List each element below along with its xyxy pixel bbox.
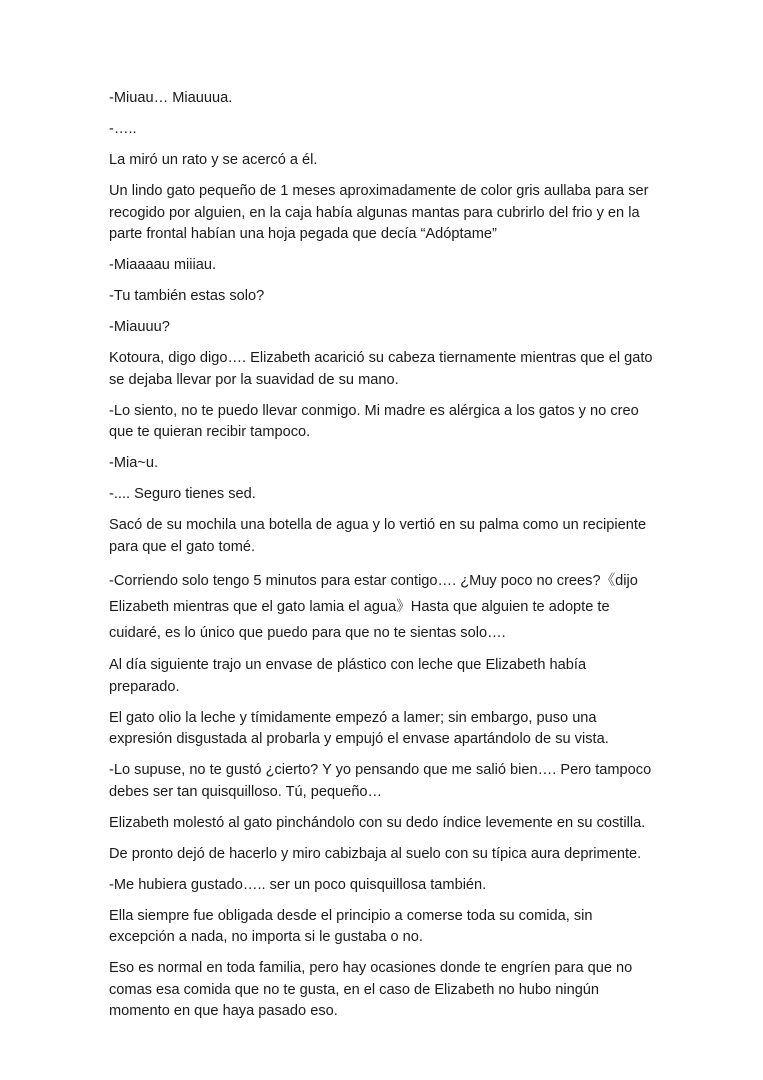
paragraph: Un lindo gato pequeño de 1 meses aproximadamente de color gris aullaba para ser recogido por alguien, en la caja había algunas mantas para cubrirlo del frio y en la parte frontal habían una hoja pegada que decía “Adóptame” bbox=[109, 183, 649, 242]
document-body bbox=[109, 88, 659, 1032]
paragraph: -Tu también estas solo? bbox=[109, 288, 265, 304]
paragraph: -Miuau… Miauuua. bbox=[109, 90, 233, 106]
paragraph: -Corriendo solo tengo 5 minutos para estar contigo…. ¿Muy poco no crees?《dijo Elizabeth mientras que el gato lamia el agua》Hasta que alguien te adopte te cuidaré, es lo único que puedo para que no te sientas solo…. bbox=[109, 572, 638, 641]
paragraph: -.... Seguro tienes sed. bbox=[109, 486, 256, 502]
paragraph: El gato olio la leche y tímidamente empezó a lamer; sin embargo, puso una expresión disgustada al probarla y empujó el envase apartándolo de su vista. bbox=[109, 709, 609, 747]
paragraph: Al día siguiente trajo un envase de plástico con leche que Elizabeth había preparado. bbox=[109, 657, 587, 695]
paragraph: Sacó de su mochila una botella de agua y lo vertió en su palma como un recipiente para que el gato tomé. bbox=[109, 517, 647, 555]
paragraph: De pronto dejó de hacerlo y miro cabizbaja al suelo con su típica aura deprimente. bbox=[109, 845, 642, 862]
paragraph: Ella siempre fue obligada desde el principio a comerse toda su comida, sin excepción a nada, no importa si le gustaba o no. bbox=[109, 907, 593, 945]
paragraph: -Miaaaau miiiau. bbox=[109, 257, 217, 273]
paragraph: La miró un rato y se acercó a él. bbox=[109, 152, 318, 168]
paragraph: -….. bbox=[109, 121, 137, 137]
paragraph: -Miauuu? bbox=[109, 319, 170, 335]
paragraph: Eso es normal en toda familia, pero hay ocasiones donde te engríen para que no comas esa comida que no te gusta, en el caso de Elizabeth no hubo ningún momento en que haya pasado eso. bbox=[109, 960, 633, 1019]
paragraph: Kotoura, digo digo…. Elizabeth acarició su cabeza tiernamente mientras que el gato se dejaba llevar por la suavidad de su mano. bbox=[109, 350, 653, 388]
paragraph: -Lo supuse, no te gustó ¿cierto? Y yo pensando que me salió bien…. Pero tampoco debes ser tan quisquilloso. Tú, pequeño… bbox=[109, 762, 652, 800]
paragraph: -Me hubiera gustado….. ser un poco quisquillosa también. bbox=[109, 876, 487, 893]
paragraph: Elizabeth molestó al gato pinchándolo con su dedo índice levemente en su costilla. bbox=[109, 814, 646, 831]
paragraph: -Lo siento, no te puedo llevar conmigo. Mi madre es alérgica a los gatos y no creo que te quieran recibir tampoco. bbox=[109, 402, 639, 440]
paragraph: -Mia~u. bbox=[109, 455, 159, 471]
